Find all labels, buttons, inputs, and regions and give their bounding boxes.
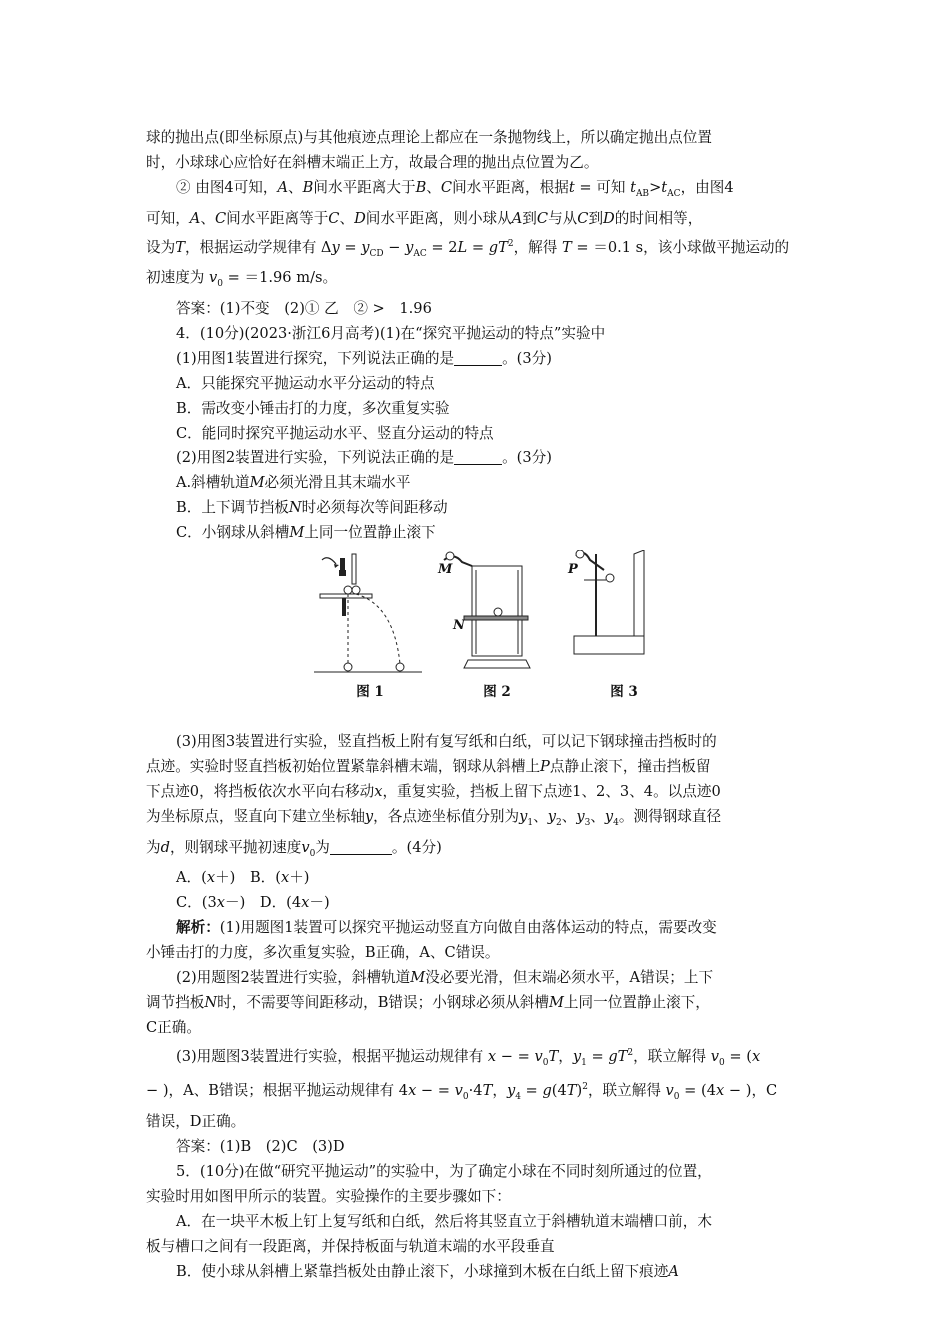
solution-line: (2)用题图2装置进行实验，斜槽轨道M没必要光滑，但末端必须水平，A错误；上下 xyxy=(176,969,714,987)
text-line: 为坐标原点，竖直向下建立坐标轴y，各点迹坐标值分别为$y_1$、$y_2$、$y_3$、$y_4$。测得钢球直径 xyxy=(146,807,722,828)
text-line: 点迹。实验时竖直挡板初始位置紧靠斜槽末端，钢球从斜槽上P点静止滚下，撞击挡板留 xyxy=(146,757,711,775)
text-line: 实验时用如图甲所示的装置。实验操作的主要步骤如下： xyxy=(146,1187,511,1205)
figure-2-caption: 图 2 xyxy=(483,684,511,701)
text-line: ② 由图4可知，A、B间水平距离大于B、C间水平距离，根据t = 可知 $t_{AB}>t_{AC}$，由图4 xyxy=(176,178,734,199)
figure-1-apparatus xyxy=(314,550,424,675)
solution-line: 调节挡板N时，不需要等间距移动，B错误；小钢球必须从斜槽M上同一位置静止滚下， xyxy=(146,993,710,1011)
step: B．使小球从斜槽上紧靠挡板处由静止滚下，小球撞到木板在白纸上留下痕迹A xyxy=(176,1262,679,1280)
solution-line: 解析：(1)用题图1装置可以探究平抛运动竖直方向做自由落体运动的特点，需要改变 xyxy=(176,919,717,937)
answer-line: 答案：(1)B (2)C (3)D xyxy=(176,1138,345,1156)
figure-1-caption: 图 1 xyxy=(356,684,384,701)
option: B．上下调节挡板N时必须每次等间距移动 xyxy=(176,499,448,517)
text-line: (2)用图2装置进行实验，下列说法正确的是 。(3分) xyxy=(176,449,552,467)
text-line: (1)用图1装置进行探究，下列说法正确的是 。(3分) xyxy=(176,349,552,367)
option: A.斜槽轨道M必须光滑且其末端水平 xyxy=(176,474,411,492)
solution-line: (3)用题图3装置进行实验，根据平抛运动规律有 x − = $v_0T$，$y_1 = gT^2$，联立解得 $v_0 = (x$ xyxy=(176,1047,761,1068)
text-line: 下点迹0，将挡板依次水平向右移动x，重复实验，挡板上留下点迹1、2、3、4。以点迹0 xyxy=(146,782,721,800)
text-line: (3)用图3装置进行实验，竖直挡板上附有复写纸和白纸，可以记下钢球撞击挡板时的 xyxy=(176,733,717,751)
document-page xyxy=(146,126,810,1284)
solution-line: C正确。 xyxy=(146,1018,201,1036)
answer-blank xyxy=(454,449,502,465)
option: A．(x＋) B．(x＋) xyxy=(176,869,310,887)
option: C．(3x－) D．(4x－) xyxy=(176,894,330,912)
answer-blank xyxy=(454,350,502,366)
label-p: P xyxy=(568,562,578,578)
figure-3-caption: 图 3 xyxy=(610,684,638,701)
option: C．能同时探究平抛运动水平、竖直分运动的特点 xyxy=(176,424,494,442)
answer-line: 答案：(1)不变 (2)① 乙 ② > 1.96 xyxy=(176,300,432,318)
option: C．小钢球从斜槽M上同一位置静止滚下 xyxy=(176,524,436,542)
figures xyxy=(146,550,810,710)
text-line: 球的抛出点(即坐标原点)与其他痕迹点理论上都应在一条抛物线上，所以确定抛出点位置 xyxy=(146,129,712,146)
solution-line: − )，A、B错误；根据平抛运动规律有 4x − = $v_0\cdot 4T$，$y_4 = g(4T)^2$，联立解得 $v_0 = (4x$ − )，C xyxy=(146,1082,778,1103)
text-line: 设为T，根据运动学规律有 $\Delta y = y_{CD} - y_{AC} = 2L = gT^2$，解得 T = ＝0.1 s，该小球做平抛运动的 xyxy=(146,238,790,259)
step: 板与槽口之间有一段距离，并保持板面与轨道末端的水平段垂直 xyxy=(146,1237,555,1255)
text-line: 时，小球球心应恰好在斜槽末端正上方，故最合理的抛出点位置为乙。 xyxy=(146,153,599,171)
solution-line: 小锤击打的力度，多次重复实验，B正确，A、C错误。 xyxy=(146,944,500,962)
solution-line: 错误，D正确。 xyxy=(146,1113,246,1131)
question-4: 4．(10分)(2023·浙江6月高考)(1)在“探究平抛运动的特点”实验中 xyxy=(176,324,606,342)
text-line: 可知，A、C间水平距离等于C、D间水平距离，则小球从A到C与从C到D的时间相等， xyxy=(146,209,703,227)
text-line: 为d，则钢球平抛初速度$v_0$为 。(4分) xyxy=(146,838,442,859)
label-m: M xyxy=(438,562,453,578)
option: B．需改变小锤击打的力度，多次重复实验 xyxy=(176,399,450,417)
text-line: 初速度为 $v_0 = =1.96$ m/s。 xyxy=(146,269,338,290)
label-n: N xyxy=(453,618,465,634)
step: A．在一块平木板上钉上复写纸和白纸，然后将其竖直立于斜槽轨道末端槽口前，木 xyxy=(176,1212,712,1230)
option: A．只能探究平抛运动水平分运动的特点 xyxy=(176,374,435,392)
answer-blank xyxy=(330,839,392,855)
question-5: 5．(10分)在做“研究平抛运动”的实验中，为了确定小球在不同时刻所通过的位置， xyxy=(176,1162,712,1180)
